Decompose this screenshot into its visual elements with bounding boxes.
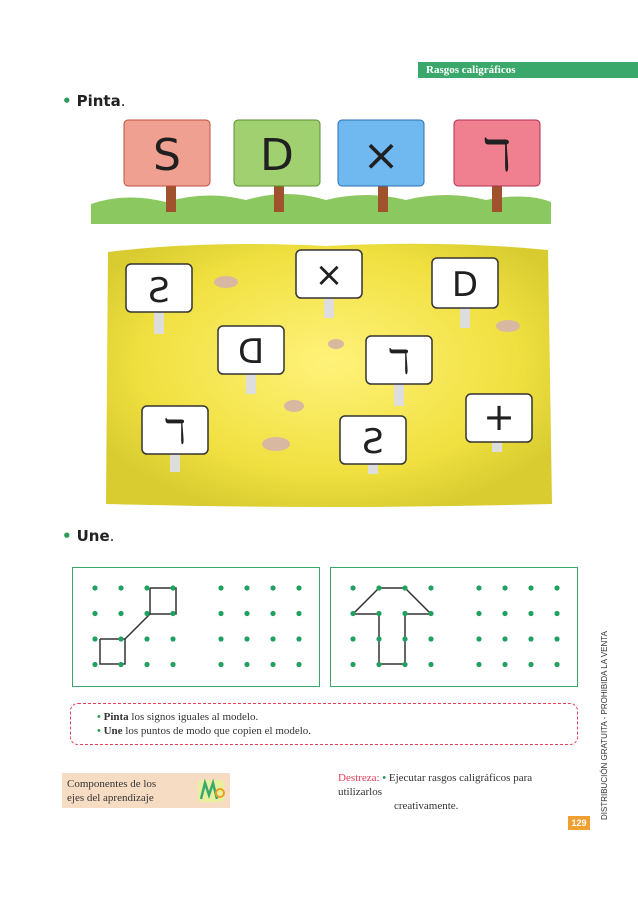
grid-dot <box>218 636 223 641</box>
model-path-arrow <box>353 588 431 664</box>
grid-dot <box>170 611 175 616</box>
components-box: Componentes de los ejes del aprendizaje <box>62 773 230 808</box>
grid-dot <box>554 611 559 616</box>
grid-dot <box>144 585 149 590</box>
top-grass <box>91 194 551 224</box>
grid-dot <box>118 585 123 590</box>
grid-dot <box>528 611 533 616</box>
activity-2-heading: • Une. <box>62 527 115 545</box>
grid-dot <box>296 662 301 667</box>
grid-dot <box>376 585 381 590</box>
instructions-box <box>70 703 578 745</box>
grid-dot <box>476 636 481 641</box>
grid-dot <box>502 585 507 590</box>
grid-dot <box>118 636 123 641</box>
grid-dot <box>554 636 559 641</box>
model-path-upper-square <box>150 588 176 614</box>
grid-dot <box>170 662 175 667</box>
grid-dot <box>244 662 249 667</box>
grid-dot <box>92 662 97 667</box>
grid-dot <box>296 611 301 616</box>
grid-dot <box>528 662 533 667</box>
field-glyph-5: ℸ <box>388 342 410 382</box>
dot-grid-left <box>72 567 320 687</box>
grid-dot <box>244 636 249 641</box>
grid-dot <box>218 611 223 616</box>
grid-dot <box>528 636 533 641</box>
axes-logo-icon <box>196 777 226 805</box>
grid-dot <box>170 585 175 590</box>
grid-dot <box>92 636 97 641</box>
grid-dot <box>270 662 275 667</box>
grid-dot <box>170 636 175 641</box>
field-glyph-4: D <box>237 332 265 372</box>
grid-dot <box>376 636 381 641</box>
grid-dot <box>296 636 301 641</box>
grid-dot <box>528 585 533 590</box>
section-title: Rasgos caligráficos <box>426 64 516 76</box>
bullet-icon: • <box>97 725 101 737</box>
grid-dot <box>376 611 381 616</box>
grid-dot <box>270 585 275 590</box>
model-glyph-4: ℸ <box>482 130 512 181</box>
grid-dot <box>350 662 355 667</box>
grid-dot <box>296 585 301 590</box>
grid-dot <box>92 611 97 616</box>
grid-dot <box>402 662 407 667</box>
instruction-2: • Une los puntos de modo que copien el modelo. <box>97 725 312 737</box>
model-glyph-3: × <box>362 130 400 181</box>
model-path-diagonal <box>125 614 150 639</box>
grid-dot <box>118 662 123 667</box>
rock <box>214 276 238 288</box>
field-glyph-8: + <box>483 395 515 439</box>
grid-dot <box>218 585 223 590</box>
grid-dot <box>218 662 223 667</box>
page-number: 129 <box>568 816 590 830</box>
grid-dot <box>428 636 433 641</box>
instruction-1: • Pinta los signos iguales al modelo. <box>97 711 259 723</box>
grid-dot <box>144 611 149 616</box>
grid-dot <box>428 611 433 616</box>
grid-dot <box>476 662 481 667</box>
coloring-scene <box>86 112 556 512</box>
grid-dot <box>502 636 507 641</box>
model-glyph-2: D <box>260 130 294 181</box>
rock <box>328 339 344 349</box>
grid-dot <box>502 662 507 667</box>
model-glyph-1: S <box>153 130 181 181</box>
bullet-icon: • <box>97 711 101 723</box>
grid-dot <box>402 611 407 616</box>
field-glyph-1: S <box>148 271 170 311</box>
grid-dot <box>476 611 481 616</box>
rock <box>496 320 520 332</box>
field-glyph-7: S <box>362 422 384 462</box>
grid-dot <box>428 662 433 667</box>
grid-dot <box>92 585 97 590</box>
grid-dot <box>428 585 433 590</box>
section-title-bar <box>418 62 638 78</box>
grid-dot <box>376 662 381 667</box>
grid-dot <box>350 585 355 590</box>
grid-dot <box>244 611 249 616</box>
dot-grid-right <box>330 567 578 687</box>
grid-dot <box>244 585 249 590</box>
rock <box>284 400 304 412</box>
grid-dot <box>118 611 123 616</box>
grid-dot <box>554 662 559 667</box>
grid-dot <box>402 585 407 590</box>
bullet-icon: • <box>62 527 72 545</box>
skill-block: Destreza: • Ejecutar rasgos caligráficos para utilizarlos creativamente. <box>338 772 533 812</box>
grid-dot <box>350 636 355 641</box>
bullet-icon: • <box>62 92 72 110</box>
grid-dot <box>350 611 355 616</box>
grid-dot <box>270 611 275 616</box>
grid-dot <box>554 585 559 590</box>
model-path-lower-square <box>100 639 125 664</box>
activity-1-heading: • Pinta. <box>62 92 126 110</box>
grid-dot <box>144 662 149 667</box>
rock <box>262 437 290 451</box>
side-note: DISTRIBUCIÓN GRATUITA - PROHIBIDA LA VENTA <box>600 631 609 820</box>
bullet-icon: • <box>382 772 387 784</box>
field-glyph-2: × <box>314 255 344 295</box>
grid-dot <box>144 636 149 641</box>
grid-dot <box>502 611 507 616</box>
grid-dot <box>476 585 481 590</box>
grid-dot <box>270 636 275 641</box>
grid-dot <box>402 636 407 641</box>
field-glyph-6: ℸ <box>164 412 186 452</box>
field-glyph-3: D <box>451 265 479 305</box>
